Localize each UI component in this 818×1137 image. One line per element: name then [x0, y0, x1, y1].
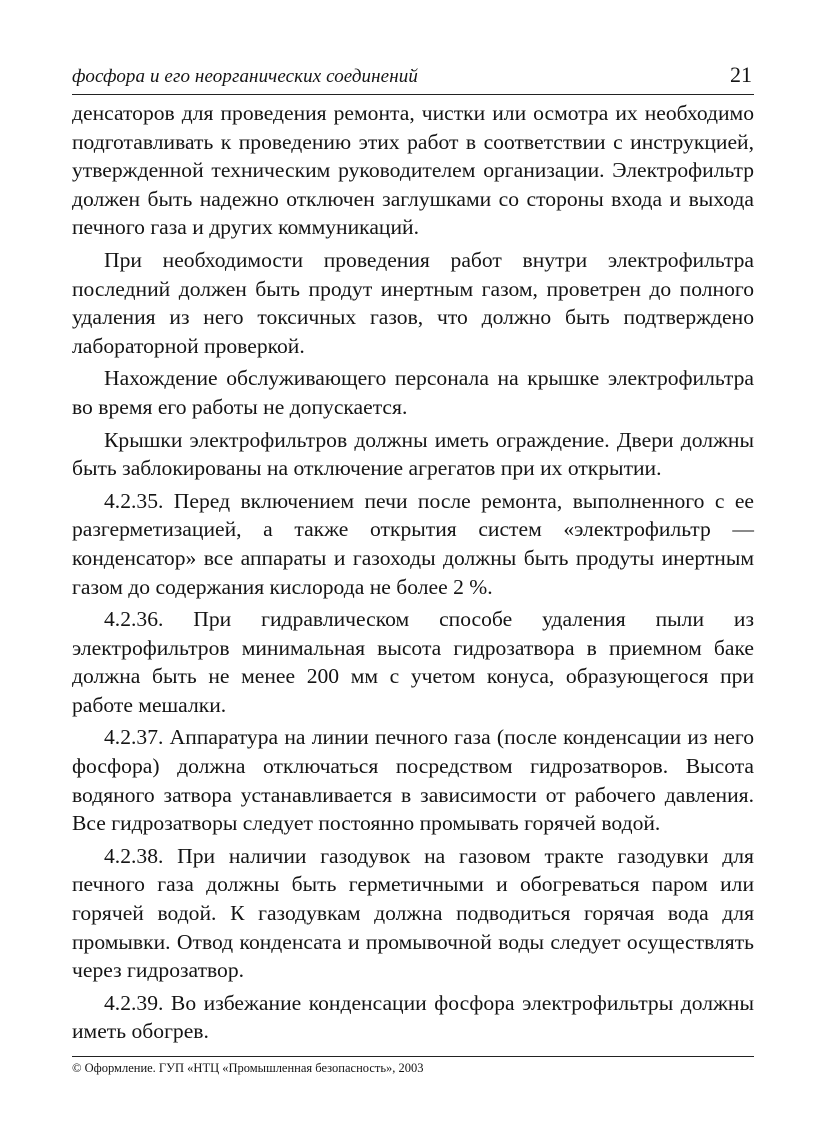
paragraph-4-2-39: 4.2.39. Во избежание конденсации фосфора электрофильтры должны иметь обогрев. — [72, 990, 754, 1044]
paragraph-4-2-35: 4.2.35. Перед включением печи после ремонта, выполненного с ее разгерметизацией, а также открытия систем «электрофильтр — конденсатор» все аппараты и газоходы должны быть продуты инертным газом до содержания кислорода не более 2 %. — [72, 488, 754, 599]
paragraph-4-2-38: 4.2.38. При наличии газодувок на газовом тракте газодувки для печного газа должны быть герметичными и обогреваться паром или горячей водой. К газодувкам должна подводиться горячая вода для промывки. Отвод конденсата и промывочной воды следует осуществлять через гидрозатвор. — [72, 843, 754, 983]
paragraph: Нахождение обслуживающего персонала на крышке электрофильтра во время его работы не допускается. — [72, 366, 754, 419]
footer-rule — [72, 1056, 754, 1057]
paragraph: Крышки электрофильтров должны иметь ограждение. Двери должны быть заблокированы на отключение агрегатов при их открытии. — [72, 427, 754, 481]
running-header — [72, 62, 754, 94]
body-text — [72, 99, 754, 1046]
header-rule — [72, 94, 754, 95]
copyright-footer: © Оформление. ГУП «НТЦ «Промышленная безопасность», 2003 — [72, 1061, 424, 1075]
paragraph: При необходимости проведения работ внутри электрофильтра последний должен быть продут инертным газом, проветрен до полного удаления из него токсичных газов, что должно быть подтверждено лабораторной проверкой. — [72, 247, 754, 358]
document-page — [72, 62, 754, 1076]
running-header-title: фосфора и его неорганических соединений — [72, 66, 418, 87]
paragraph-continuation: денсаторов для проведения ремонта, чистки или осмотра их необходимо подготавливать к проведению этих работ в соответствии с инструкцией, утвержденной техническим руководителем организации. Электрофильтр должен быть надежно отключен заглушками со стороны входа и выхода печного газа и других коммуникаций. — [72, 101, 754, 240]
page-number: 21 — [730, 62, 752, 87]
paragraph-4-2-36: 4.2.36. При гидравлическом способе удаления пыли из электрофильтров минимальная высота гидрозатвора в приемном баке должна быть не менее 200 мм с учетом конуса, образующегося при работе мешалки. — [72, 607, 754, 717]
paragraph-4-2-37: 4.2.37. Аппаратура на линии печного газа (после конденсации из него фосфора) должна отключаться посредством гидрозатворов. Высота водяного затвора устанавливается в зависимости от рабочего давления. Все гидрозатворы следует постоянно промывать горячей водой. — [72, 725, 754, 836]
